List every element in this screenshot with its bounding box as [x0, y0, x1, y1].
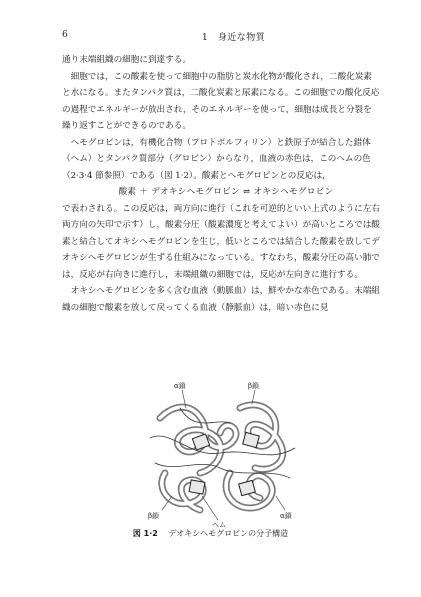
hemoglobin-figure — [120, 378, 320, 528]
label-alpha-chain-top: α鎖 — [174, 382, 186, 390]
label-heme: ヘム — [212, 521, 226, 528]
figure-caption-text: デオキシヘモグロビンの分子構造 — [168, 529, 289, 538]
figure-caption — [0, 528, 421, 539]
label-alpha-chain-bottom: α鎖 — [280, 512, 292, 520]
globin-chain-tubes — [160, 405, 283, 510]
figure-number: 図 1·2 — [132, 529, 158, 538]
label-beta-chain-bottom: β鎖 — [148, 512, 160, 520]
body-text — [62, 52, 380, 316]
page-number: 6 — [62, 30, 68, 40]
paragraph-hemoglobin: ヘモグロビンは，有機化合物（プロトポルフィリン）と鉄原子が結合した錯体（ヘム）とタンパク質部分（グロビン）からなり，血液の赤色は，このヘムの色（2·3·4 節参照）である（図 1·2）。酸素とヘモグロビンとの反応は， — [62, 137, 371, 181]
chapter-title: 1 身近な物質 — [202, 33, 266, 43]
paragraph-blood-color: オキシヘモグロビンを多く含む血液（動脈血）は，鮮やかな赤色である。末端組織の細胞で酸素を放して戻ってくる血液（静脈血）は，暗い赤色に見 — [62, 286, 380, 313]
paragraph-cell-oxidation: 細胞では，この酸素を使って細胞中の脂肪と炭水化物が酸化され，二酸化炭素と水になる。またタンパク質は，二酸化炭素と尿素になる。この細胞での酸化反応の過程でエネルギーが放出され，そのエネルギーを使って，細胞は成長と分裂を繰り返すことができるのである。 — [62, 71, 380, 131]
label-beta-chain-top: β鎖 — [248, 382, 260, 390]
running-header — [62, 30, 377, 44]
reaction-equation: 酸素 ＋ デオキシヘモグロビン ⇌ オキシヘモグロビン — [118, 187, 334, 197]
paragraph-reversible-reaction: で表わされる。この反応は，両方向に進行（これを可逆的といい上式のように左右両方向の矢印で示す）し，酸素分圧（酸素濃度と考えてよい）が高いところでは酸素と結合してオキシヘモグロビンを生じ，低いところでは結合した酸素を放してデオキシヘモグロビンが生ずる仕組みになっている。すなわち，酸素分圧の高い肺では，反応が右向きに進行し，末端組織の細胞では，反応が左向きに進行する。 — [62, 203, 380, 280]
paragraph-continuation: 通り末端組織の細胞に到達する。 — [62, 55, 191, 65]
